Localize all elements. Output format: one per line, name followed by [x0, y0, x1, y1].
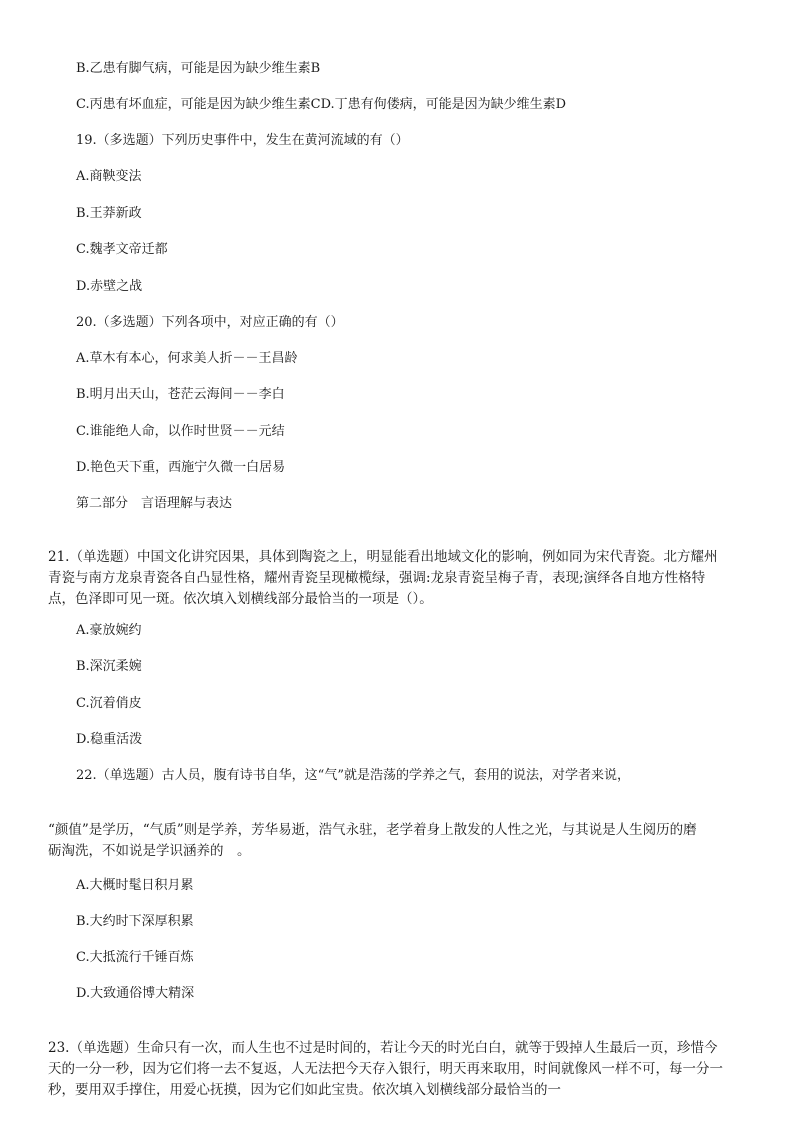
question-19-option-a: A.商鞅变法 [76, 169, 142, 184]
question-21-stem-line: 青瓷与南方龙泉青瓷各自凸显性格，耀州青瓷呈现橄榄绿，强调:龙泉青瓷呈梅子青，表现;演绎各自地方性格特 [48, 570, 706, 586]
question-22-option-a: A.大概时髦日积月累 [76, 878, 194, 893]
question-21-option-c: C.沉着俏皮 [76, 696, 142, 711]
question-22-option-d: D.大致通俗博大精深 [76, 986, 195, 1001]
question-23-stem [48, 1038, 754, 1101]
question-22-continuation [48, 820, 754, 862]
question-21-stem-line: 21.（单选题）中国文化讲究因果，具体到陶瓷之上，明显能看出地域文化的影响，例如同为宋代青瓷。北方耀州 [48, 549, 718, 565]
question-19-stem: 19.（多选题）下列历史事件中，发生在黄河流域的有（） [76, 133, 409, 148]
question-20-stem: 20.（多选题）下列各项中，对应正确的有（） [76, 315, 344, 330]
question-20-option-a: A.草木有本心，何求美人折－－王昌龄 [76, 351, 298, 366]
section-2-title: 第二部分 言语理解与表达 [76, 496, 233, 511]
question-22-stem-line: 砺淘洗，不如说是学识涵养的 。 [48, 843, 251, 859]
question-22-option-b: B.大约时下深厚积累 [76, 914, 194, 929]
question-18-option-c-d: C.丙患有坏血症，可能是因为缺少维生素CD.丁患有佝偻病，可能是因为缺少维生素D [76, 97, 567, 112]
question-20-option-b: B.明月出天山，苍茫云海间－－李白 [76, 387, 285, 402]
question-19-option-b: B.王莽新政 [76, 206, 142, 221]
question-21-option-b: B.深沉柔婉 [76, 659, 142, 674]
question-21-stem-line: 点，色泽即可见一斑。依次填入划横线部分最恰当的一项是（）。 [48, 591, 433, 607]
question-19-option-c: C.魏孝文帝迁都 [76, 242, 168, 257]
question-23-stem-line: 天的一分一秒，因为它们将一去不复返，人无法把今天存入银行，明天再来取用，时间就像风一样不可，每一分一 [48, 1061, 723, 1077]
question-21-option-a: A.豪放婉约 [76, 623, 142, 638]
question-23-stem-line: 秒，要用双手撑住，用爱心抚摸，因为它们如此宝贵。依次填入划横线部分最恰当的一 [48, 1082, 561, 1098]
question-18-option-b: B.乙患有脚气病，可能是因为缺少维生素B [76, 61, 321, 76]
question-22-stem-line: “颜值”是学历，“气质”则是学养，芳华易逝，浩气永驻，老学着身上散发的人性之光，与其说是人生阅历的磨 [48, 822, 697, 838]
question-22-option-c: C.大抵流行千锤百炼 [76, 950, 194, 965]
question-21-option-d: D.稳重活泼 [76, 732, 143, 747]
question-22-stem: 22.（单选题）古人员，腹有诗书自华，这“气”就是浩荡的学养之气，套用的说法，对学者来说， [76, 768, 630, 783]
question-23-stem-line: 23.（单选题）生命只有一次，而人生也不过是时间的，若让今天的时光白白，就等于毁掉人生最后一页，珍惜今 [48, 1040, 718, 1056]
question-21-stem [48, 547, 754, 610]
question-20-option-d: D.艳色天下重，西施宁久微一白居易 [76, 460, 286, 475]
question-19-option-d: D.赤壁之战 [76, 279, 143, 294]
question-20-option-c: C.谁能绝人命，以作时世贤－－元结 [76, 424, 285, 439]
